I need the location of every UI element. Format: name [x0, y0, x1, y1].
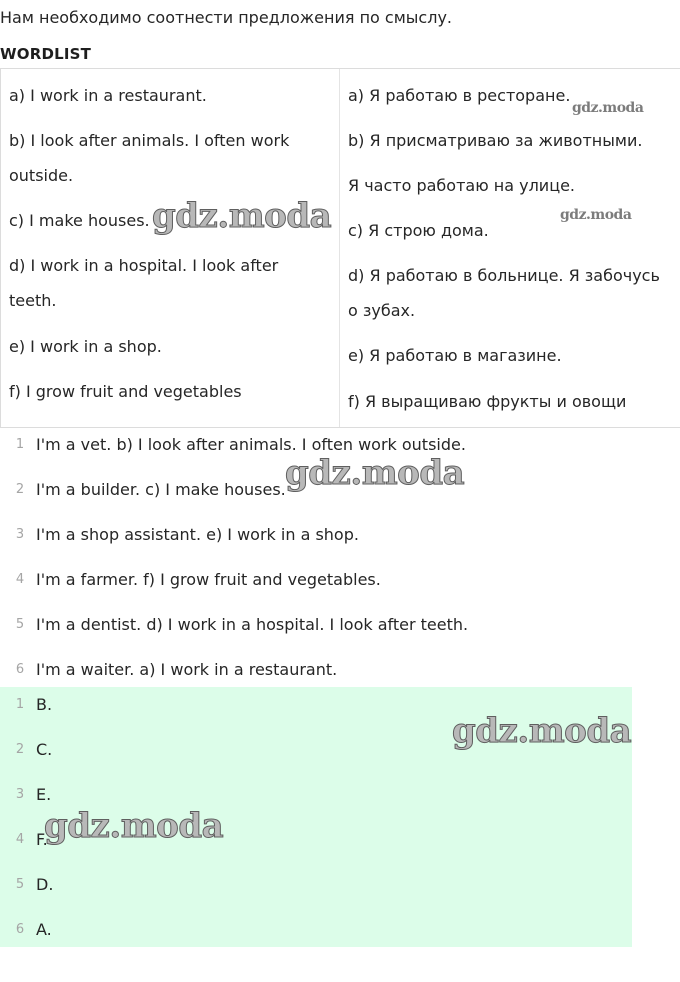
match-number: 2 [15, 482, 25, 497]
wordlist-english-line: outside. [9, 166, 74, 185]
wordlist-heading: WORDLIST [0, 45, 92, 63]
wordlist-russian-line: о зубах. [348, 301, 416, 320]
match-text: I'm a dentist. d) I work in a hospital. I look after teeth. [36, 615, 469, 634]
match-text: I'm a farmer. f) I grow fruit and vegetables. [36, 570, 381, 589]
answer-number: 2 [15, 742, 25, 757]
watermark: gdz.moda [285, 453, 465, 493]
answer-number: 1 [15, 697, 25, 712]
wordlist-russian-line: Я часто работаю на улице. [348, 176, 576, 195]
answer-number: 5 [15, 877, 25, 892]
wordlist-russian-line: с) Я строю дома. [348, 221, 489, 240]
wordlist-english-column [1, 69, 340, 427]
wordlist-english-line: c) I make houses. [9, 211, 150, 230]
answer-number: 6 [15, 922, 25, 937]
wordlist-russian-line: f) Я выращиваю фрукты и овощи [348, 392, 627, 411]
answer-number: 3 [15, 787, 25, 802]
task-instruction: Нам необходимо соотнести предложения по смыслу. [0, 8, 452, 27]
answer-letter: C. [36, 740, 53, 759]
watermark: gdz.moda [44, 806, 224, 846]
match-text: I'm a shop assistant. e) I work in a shop. [36, 525, 359, 544]
match-text: I'm a vet. b) I look after animals. I often work outside. [36, 435, 466, 454]
match-number: 1 [15, 437, 25, 452]
wordlist-russian-column [340, 69, 680, 427]
match-number: 3 [15, 527, 25, 542]
match-text: I'm a waiter. a) I work in a restaurant. [36, 660, 338, 679]
wordlist-russian-line: а) Я работаю в ресторане. [348, 86, 571, 105]
wordlist-russian-line: е) Я работаю в магазине. [348, 346, 562, 365]
watermark: gdz.moda [560, 207, 632, 223]
wordlist-russian-line: b) Я присматриваю за животными. [348, 131, 643, 150]
wordlist-english-line: teeth. [9, 291, 57, 310]
wordlist-english-line: b) I look after animals. I often work [9, 131, 290, 150]
match-number: 6 [15, 662, 25, 677]
wordlist-english-line: e) I work in a shop. [9, 337, 162, 356]
answer-number: 4 [15, 832, 25, 847]
match-number: 5 [15, 617, 25, 632]
wordlist-russian-line: d) Я работаю в больнице. Я забочусь [348, 266, 660, 285]
answer-letter: A. [36, 920, 52, 939]
answer-letter: F. [36, 830, 48, 849]
watermark: gdz.moda [452, 711, 632, 751]
wordlist-table [0, 68, 680, 428]
answer-letter: B. [36, 695, 53, 714]
wordlist-english-line: d) I work in a hospital. I look after [9, 256, 279, 275]
answer-letter: E. [36, 785, 52, 804]
watermark: gdz.moda [152, 196, 332, 236]
wordlist-english-line: f) I grow fruit and vegetables [9, 382, 242, 401]
match-number: 4 [15, 572, 25, 587]
watermark: gdz.moda [572, 100, 644, 116]
match-text: I'm a builder. c) I make houses. [36, 480, 286, 499]
wordlist-english-line: a) I work in a restaurant. [9, 86, 207, 105]
answer-letter: D. [36, 875, 54, 894]
